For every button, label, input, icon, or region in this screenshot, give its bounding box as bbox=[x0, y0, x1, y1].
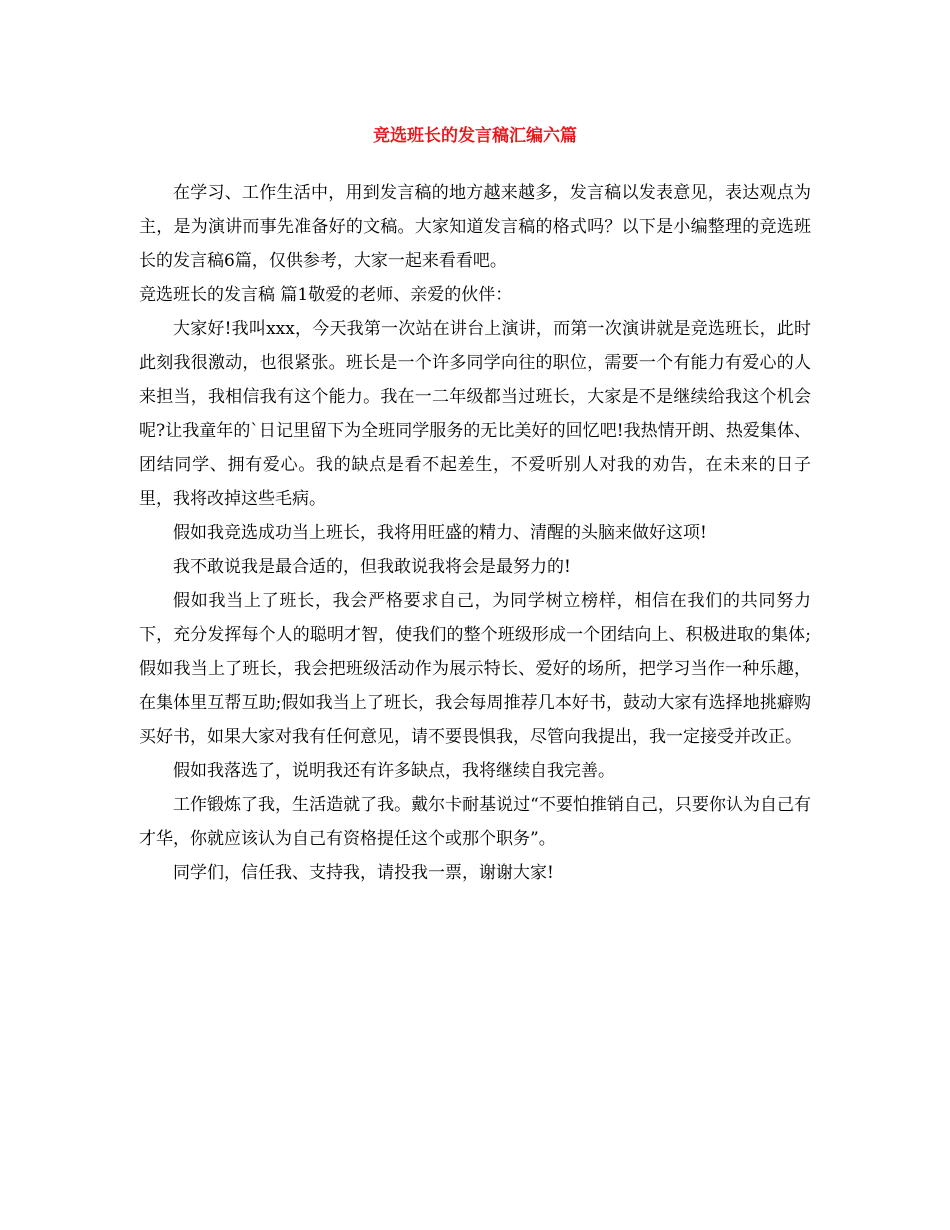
body-paragraph: 假如我竞选成功当上班长，我将用旺盛的精力、清醒的头脑来做好这项! bbox=[173, 523, 707, 543]
body-paragraph: 我不敢说我是最合适的，但我敢说我将会是最努力的! bbox=[173, 557, 571, 577]
document-title: 竞选班长的发言稿汇编六篇 bbox=[373, 126, 577, 146]
body-paragraph: 假如我当上了班长，我会严格要求自己，为同学树立榜样，相信在我们的共同努力下，充分发挥每个人的聪明才智，使我们的整个班级形成一个团结向上、积极进取的集体;假如我当上了班长，我会把班级活动作为展示特长、爱好的场所，把学习当作一种乐趣，在集体里互帮互助;假如我当上了班长，我会每周推荐几本好书，鼓动大家有选择地挑癖购买好书，如果大家对我有任何意见，请不要畏惧我，尽管向我提出，我一定接受并改正。 bbox=[139, 591, 811, 747]
body-paragraph: 假如我落选了，说明我还有许多缺点，我将继续自我完善。 bbox=[173, 761, 615, 781]
document-body bbox=[139, 160, 811, 890]
section-heading: 竞选班长的发言稿 篇1敬爱的老师、亲爱的伙伴： bbox=[139, 285, 513, 305]
intro-paragraph: 在学习、工作生活中，用到发言稿的地方越来越多，发言稿以发表意见，表达观点为主，是为演讲而事先准备好的文稿。大家知道发言稿的格式吗？以下是小编整理的竞选班长的发言稿6篇，仅供参考，大家一起来看看吧。 bbox=[139, 183, 811, 271]
closing-paragraph: 同学们，信任我、支持我，请投我一票，谢谢大家! bbox=[173, 863, 554, 883]
body-paragraph: 大家好!我叫xxx，今天我第一次站在讲台上演讲，而第一次演讲就是竞选班长，此时此刻我很激动，也很紧张。班长是一个许多同学向往的职位，需要一个有能力有爱心的人来担当，我相信我有这个能力。我在一二年级都当过班长，大家是不是继续给我这个机会呢?让我童年的`日记里留下为全班同学服务的无比美好的回忆吧!我热情开朗、热爱集体、团结同学、拥有爱心。我的缺点是看不起差生，不爱听别人对我的劝告，在未来的日子里，我将改掉这些毛病。 bbox=[139, 319, 811, 509]
body-paragraph: 工作锻炼了我，生活造就了我。戴尔卡耐基说过“不要怕推销自己，只要你认为自己有才华，你就应该认为自己有资格提任这个或那个职务”。 bbox=[139, 795, 811, 849]
